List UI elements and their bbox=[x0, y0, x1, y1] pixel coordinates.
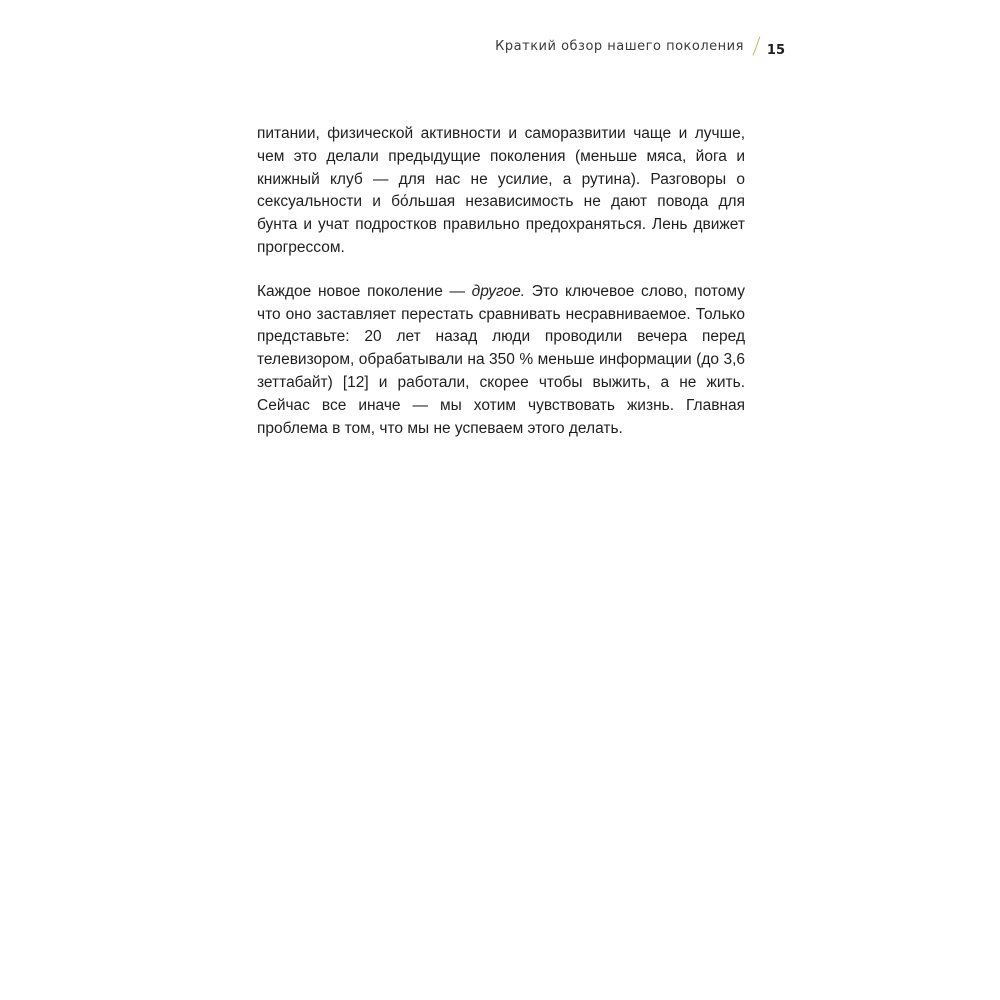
running-header-title: Краткий обзор нашего поколения bbox=[495, 38, 744, 54]
page-number: 15 bbox=[766, 42, 785, 58]
paragraph-1: питании, физической активности и саморазвитии чаще и лучше, чем это делали предыдущие поколения (меньше мяса, йога и книжный клуб — для нас не усилие, а рутина). Разговоры о сексуальности и бо́льшая независимость не дают повода для бунта и учат подростков правильно предохраняться. Лень движет прогрессом. bbox=[257, 125, 745, 256]
paragraph-2-start: Каждое новое поколение — bbox=[257, 282, 472, 300]
paragraph-2-emphasis: другое. bbox=[471, 282, 526, 300]
paragraph-2 bbox=[257, 281, 745, 441]
running-header bbox=[495, 36, 785, 56]
paragraph-2-rest: Это ключевое слово, потому что оно заставляет перестать сравнивать несравниваемое. Только представьте: 20 лет назад люди проводили вечера перед телевизором, обрабатывали на 350 % меньше информации (до 3,6 зеттабайт) [12] и работали, скорее чтобы выжить, а не жить. Сейчас все иначе — мы хотим чувствовать жизнь. Главная проблема в том, что мы не успеваем этого делать. bbox=[257, 282, 745, 437]
header-divider-slash bbox=[753, 36, 761, 55]
body-text bbox=[257, 123, 745, 461]
